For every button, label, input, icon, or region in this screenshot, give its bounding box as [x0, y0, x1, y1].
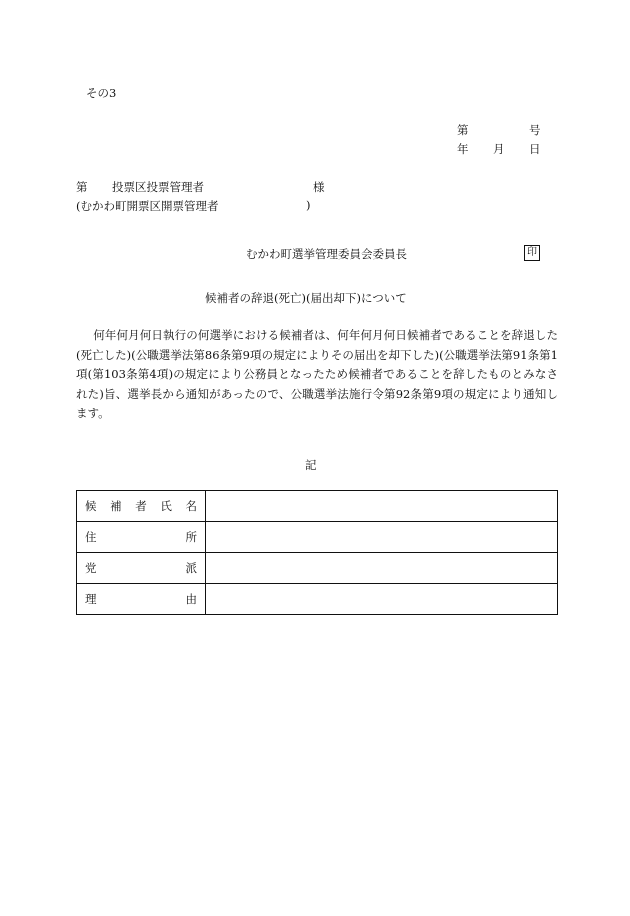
- body-paragraph: 何年何月何日執行の何選挙における候補者は、何年何月何日候補者であることを辞退した(死亡した)(公職選挙法第86条第9項の規定によりその届出を却下した)(公職選挙法第91条第1項(第103条第4項)の規定により公務員となったため候補者であることを辞したものとみなされた)旨、選挙長から通知があったので、公職選挙法施行令第92条第9項の規定により通知します。: [76, 328, 558, 420]
- row-label-name: 候補者氏名: [77, 491, 206, 522]
- date-month: 月: [493, 142, 505, 156]
- ki-heading: 記: [305, 458, 317, 472]
- row-label-reason: 理由: [77, 584, 206, 615]
- row-value-party: [206, 553, 558, 584]
- candidate-info-table: [76, 490, 558, 615]
- form-number: その3: [86, 86, 117, 100]
- document-subject: 候補者の辞退(死亡)(届出却下)について: [205, 291, 407, 305]
- seal-mark: 印: [524, 245, 540, 261]
- sender-title: むかわ町選挙管理委員会委員長: [246, 247, 407, 261]
- row-label-address: 住所: [77, 522, 206, 553]
- row-label-party: 党派: [77, 553, 206, 584]
- doc-number-prefix: 第: [457, 123, 469, 137]
- addressee-alt-title: (むかわ町開票区開票管理者: [76, 199, 219, 213]
- doc-number-suffix: 号: [529, 123, 541, 137]
- addressee-title: 投票区投票管理者: [112, 180, 204, 194]
- table-row: [77, 522, 558, 553]
- table-row: [77, 584, 558, 615]
- date-day: 日: [529, 142, 541, 156]
- addressee-honorific: 様: [313, 180, 325, 194]
- addressee-prefix: 第: [76, 180, 88, 194]
- table-row: [77, 553, 558, 584]
- row-value-reason: [206, 584, 558, 615]
- row-value-address: [206, 522, 558, 553]
- table-row: [77, 491, 558, 522]
- row-value-name: [206, 491, 558, 522]
- date-year: 年: [457, 142, 469, 156]
- addressee-alt-close: ): [306, 198, 311, 212]
